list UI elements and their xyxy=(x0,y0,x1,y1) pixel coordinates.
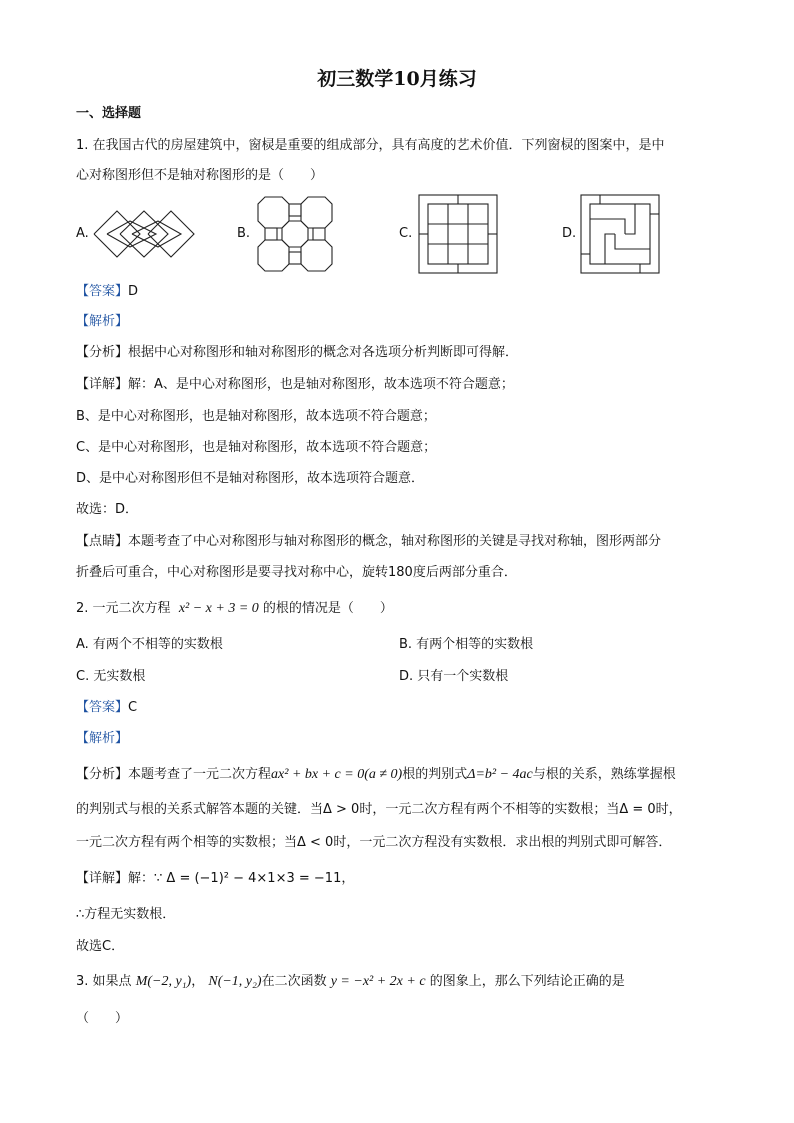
q2-option-c: C. 无实数根 xyxy=(76,669,146,684)
q2-choose: 故选C． xyxy=(76,939,125,954)
q1-option-d-label: D. xyxy=(562,226,577,241)
q1-fenxi: 【分析】根据中心对称图形和轴对称图形的概念对各选项分析判断即可得解． xyxy=(76,345,519,360)
page-title: 初三数学10月练习 xyxy=(317,68,477,90)
q2-answer: 【答案】C xyxy=(76,700,138,715)
q3-stem: 3. 如果点 M(−2, y₁)， N(−1, y₂)在二次函数 y = −x² + 2x + c 的图象上，那么下列结论正确的是 xyxy=(76,974,625,989)
lattice-figure-b xyxy=(256,195,334,273)
section-heading: 一、选择题 xyxy=(76,106,142,121)
q1-option-a-label: A. xyxy=(76,226,89,241)
q2-fenxi-line3: 一元二次方程有两个相等的实数根；当Δ < 0时，一元二次方程没有实数根．求出根的判别式即可解答． xyxy=(76,835,672,850)
q2-jiexi-heading: 【解析】 xyxy=(76,731,129,746)
q1-option-c-analysis: C、是中心对称图形，也是轴对称图形，故本选项不符合题意； xyxy=(76,440,437,455)
q1-dianjing-line1: 【点睛】本题考查了中心对称图形与轴对称图形的概念，轴对称图形的关键是寻找对称轴，图形两部分 xyxy=(76,534,662,549)
q3-paren: （ ） xyxy=(76,1011,129,1026)
q1-stem-line2: 心对称图形但不是轴对称图形的是（ ） xyxy=(76,168,324,183)
q2-option-d: D. 只有一个实数根 xyxy=(399,669,509,684)
q1-dianjing-line2: 折叠后可重合，中心对称图形是要寻找对称中心，旋转180度后两部分重合． xyxy=(76,565,517,580)
lattice-figure-c xyxy=(418,194,498,274)
q2-stem: 2. 一元二次方程 x² − x + 3 = 0 的根的情况是（ ） xyxy=(76,601,393,616)
q2-option-b: B. 有两个相等的实数根 xyxy=(399,637,534,652)
q1-option-b-analysis: B、是中心对称图形，也是轴对称图形，故本选项不符合题意； xyxy=(76,409,436,424)
q2-fenxi-line1: 【分析】本题考查了一元二次方程ax² + bx + c = 0(a ≠ 0)根的判别式Δ=b² − 4ac与根的关系，熟练掌握根 xyxy=(76,767,676,782)
q1-answer: 【答案】D xyxy=(76,284,139,299)
q2-conclusion: ∴方程无实数根． xyxy=(76,907,176,922)
q1-option-c-label: C. xyxy=(399,226,413,241)
q1-option-d-analysis: D、是中心对称图形但不是轴对称图形，故本选项符合题意． xyxy=(76,471,425,486)
lattice-figure-d xyxy=(580,194,660,274)
q2-option-a: A. 有两个不相等的实数根 xyxy=(76,637,223,652)
q1-stem-line1: 1. 在我国古代的房屋建筑中，窗棂是重要的组成部分，具有高度的艺术价值．下列窗棂的图案中，是中 xyxy=(76,138,665,153)
q1-choose: 故选：D． xyxy=(76,502,139,517)
lattice-figure-a xyxy=(92,205,196,263)
q1-jiexi-heading: 【解析】 xyxy=(76,314,129,329)
q1-option-b-label: B. xyxy=(237,226,251,241)
q1-xiangjie: 【详解】解：A、是中心对称图形，也是轴对称图形，故本选项不符合题意； xyxy=(76,377,514,392)
q2-fenxi-line2: 的判别式与根的关系式解答本题的关键．当Δ > 0时，一元二次方程有两个不相等的实数根；当Δ = 0时， xyxy=(76,802,682,817)
q2-xiangjie: 【详解】解：∵ Δ = (−1)² − 4×1×3 = −11， xyxy=(76,871,355,886)
